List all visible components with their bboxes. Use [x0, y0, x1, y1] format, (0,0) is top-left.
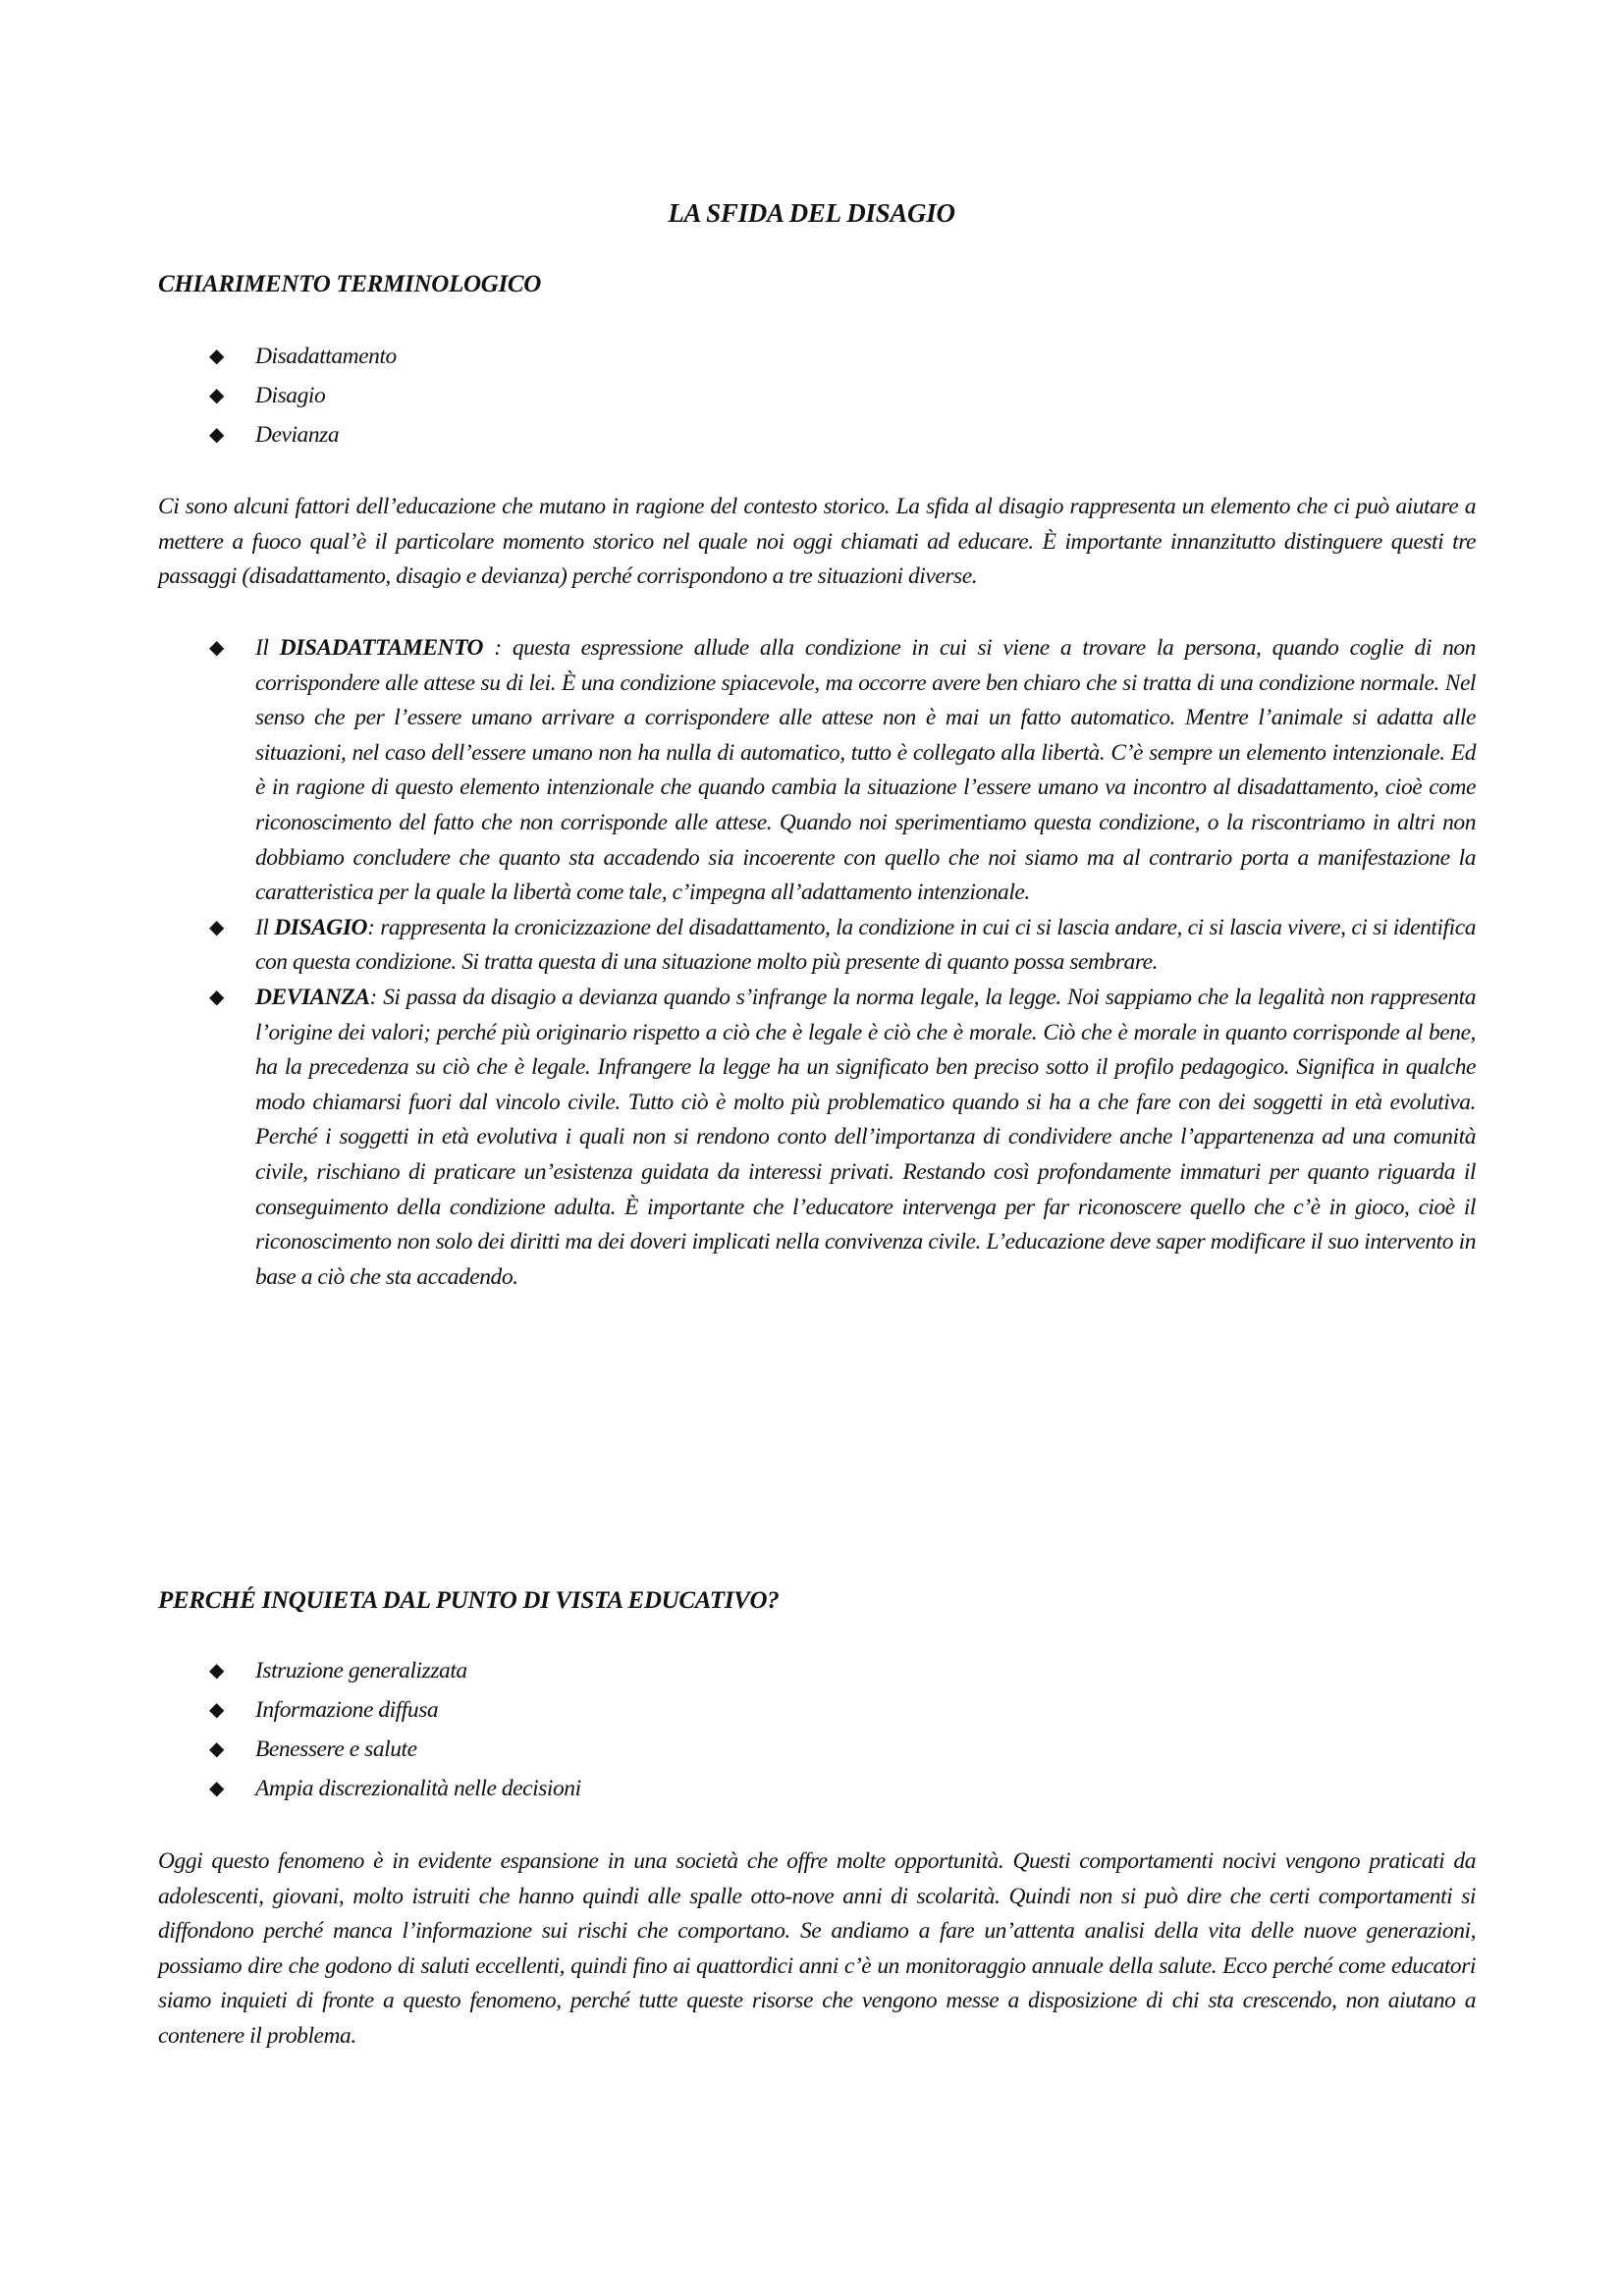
definition-term: DEVIANZA [255, 984, 370, 1010]
list-item [158, 418, 1476, 457]
list-item [158, 1772, 1476, 1811]
list-item [158, 379, 1476, 418]
list-item [158, 1693, 1476, 1733]
terms-list [158, 340, 1476, 457]
section-heading-why: PERCHÉ INQUIETA DAL PUNTO DI VISTA EDUCATIVO? [158, 1587, 780, 1614]
diamond-bullet-icon: ◆ [209, 916, 224, 938]
list-item-text: Devianza [255, 422, 340, 448]
definition-disagio [158, 911, 1476, 981]
definition-text: : Si passa da disagio a devianza quando s’infrange la norma legale, la legge. Noi sappiamo che la legalità non rappresenta l’origine dei valori; perché più originario rispetto a ciò che è legale è ciò che è morale. Ciò che è morale in quanto corrisponde al bene, ha la precedenza su ciò che è legale. Infrangere la legge ha un significato ben preciso sotto il profilo pedagogico. Significa in qualche modo chiamarsi fuori dal vincolo civile. Tutto ciò è molto più problematico quando si ha a che fare con dei soggetti in età evolutiva. Perché i soggetti in età evolutiva i quali non si rendono conto dell’importanza di condividere anche l’appartenenza ad una comunità civile, rischiano di praticare un’esistenza guidata da interessi privati. Restando così profondamente immaturi per quanto riguarda il conseguimento della condizione adulta. È importante che l’educatore intervenga per far riconoscere quello che c’è in gioco, cioè il riconoscimento non solo dei diritti ma dei doveri implicati nella convivenza civile. L’educazione deve saper modificare il suo intervento in base a ciò che sta accadendo. [255, 984, 1476, 1290]
definitions-list [158, 631, 1476, 1295]
diamond-bullet-icon: ◆ [209, 1699, 224, 1721]
definition-prefix: Il [255, 635, 280, 661]
definition-term: DISAGIO [274, 914, 368, 940]
diamond-bullet-icon: ◆ [209, 1660, 224, 1682]
diamond-bullet-icon: ◆ [209, 1738, 224, 1760]
list-item-text: Ampia discrezionalità nelle decisioni [255, 1776, 581, 1801]
list-item-text: Istruzione generalizzata [255, 1658, 467, 1683]
diamond-bullet-icon: ◆ [209, 385, 224, 406]
definition-disadattamento [158, 631, 1476, 911]
diamond-bullet-icon: ◆ [209, 637, 224, 659]
definition-prefix: Il [255, 914, 275, 940]
list-item-text: Disadattamento [255, 344, 397, 369]
definition-devianza [158, 981, 1476, 1295]
list-item-text: Disagio [255, 383, 326, 408]
list-item-text: Informazione diffusa [255, 1697, 439, 1723]
list-item-text: Benessere e salute [255, 1736, 417, 1762]
factors-list [158, 1654, 1476, 1811]
document-title: LA SFIDA DEL DISAGIO [668, 198, 955, 228]
diamond-bullet-icon: ◆ [209, 986, 224, 1008]
list-item [158, 340, 1476, 379]
section-heading-terminology: CHIARIMENTO TERMINOLOGICO [158, 271, 542, 297]
diamond-bullet-icon: ◆ [209, 1778, 224, 1799]
definition-text: : questa espressione allude alla condizione in cui si viene a trovare la persona, quando coglie di non corrispondere alle attese su di lei. È una condizione spiacevole, ma occorre avere ben chiaro che si tratta di una condizione normale. Nel senso che per l’essere umano arrivare a corrispondere alle attese non è mai un fatto automatico. Mentre l’animale si adatta alle situazioni, nel caso dell’essere umano non ha nulla di automatico, tutto è collegato alla libertà. C’è sempre un elemento intenzionale. Ed è in ragione di questo elemento intenzionale che quando cambia la situazione l’essere umano va incontro al disadattamento, cioè come riconoscimento del fatto che non corrisponde alle attese. Quando noi sperimentiamo questa condizione, o la riscontriamo in altri non dobbiamo concludere che quanto sta accadendo sia incoerente con quello che noi siamo ma al contrario porta a manifestazione la caratteristica per la quale la libertà come tale, c’impegna all’adattamento intenzionale. [255, 635, 1476, 906]
intro-paragraph: Ci sono alcuni fattori dell’educazione che mutano in ragione del contesto storico. La sfida al disagio rappresenta un elemento che ci può aiutare a mettere a fuoco qual’è il particolare momento storico nel quale noi oggi chiamati ad educare. È importante innanzitutto distinguere questi tre passaggi (disadattamento, disagio e devianza) perché corrispondono a tre situazioni diverse. [158, 494, 1476, 590]
list-item [158, 1733, 1476, 1772]
diamond-bullet-icon: ◆ [209, 346, 224, 367]
closing-paragraph: Oggi questo fenomeno è in evidente espansione in una società che offre molte opportunità. Questi comportamenti nocivi vengono praticati da adolescenti, giovani, molto istruiti che hanno quindi alle spalle otto-nove anni di scolarità. Quindi non si può dire che certi comportamenti si diffondono perché manca l’informazione sui rischi che comportano. Se andiamo a fare un’attenta analisi della vita delle nuove generazioni, possiamo dire che godono di saluti eccellenti, quindi fino ai quattordici anni c’è un monitoraggio annuale della salute. Ecco perché come educatori siamo inquieti di fronte a questo fenomeno, perché tutte queste risorse che vengono messe a disposizione di chi sta crescendo, non aiutano a contenere il problema. [158, 1848, 1476, 2049]
diamond-bullet-icon: ◆ [209, 424, 224, 446]
list-item [158, 1654, 1476, 1693]
definition-term: DISADATTAMENTO [279, 635, 484, 661]
definition-text: : rappresenta la cronicizzazione del disadattamento, la condizione in cui ci si lascia andare, ci si lascia vivere, ci si identifica con questa condizione. Si tratta questa di una situazione molto più presente di quanto possa sembrare. [255, 914, 1476, 976]
